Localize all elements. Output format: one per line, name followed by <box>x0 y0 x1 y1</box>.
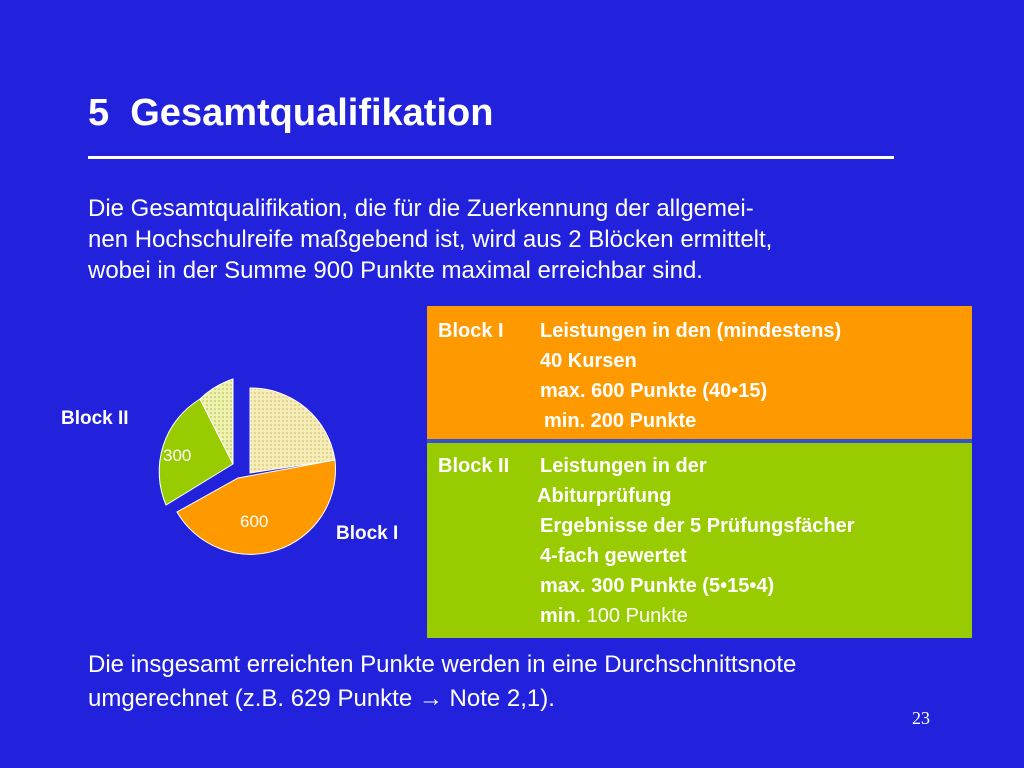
intro-line: Die Gesamtqualifikation, die für die Zuerkennung der allgemei- <box>88 195 754 222</box>
outro-line: Die insgesamt erreichten Punkte werden in eine Durchschnittsnote <box>88 651 797 678</box>
block1-line: 40 Kursen <box>540 350 637 372</box>
pie-label-block1: Block I <box>336 523 399 544</box>
outro-line: umgerechnet (z.B. 629 Punkte → Note 2,1). <box>88 685 555 712</box>
title-underline <box>88 156 894 159</box>
block1-line: Leistungen in den (mindestens) <box>540 320 842 342</box>
page-number: 23 <box>912 708 930 728</box>
block1-head: Block I <box>438 320 504 342</box>
slice-label-300: 300 <box>163 446 192 465</box>
outro-paragraph <box>88 648 968 716</box>
block1-line: max. 600 Punkte (40•15) <box>540 380 768 402</box>
block2-line: 4-fach gewertet <box>540 545 687 567</box>
pie-svg <box>130 360 360 580</box>
block1-line: min. 200 Punkte <box>544 410 697 432</box>
block2-min-rest: . 100 Punkte <box>575 605 688 627</box>
intro-line: nen Hochschulreife maßgebend ist, wird aus 2 Blöcken ermittelt, <box>88 226 773 253</box>
block2-line-min <box>438 601 972 631</box>
block2-head: Block II <box>438 455 510 477</box>
block2-line: Abiturprüfung <box>537 485 672 507</box>
slide-title: 5 Gesamtqualifikation <box>88 92 494 134</box>
block2-min-bold: min <box>540 605 576 627</box>
intro-paragraph <box>88 193 918 286</box>
block2-line: Leistungen in der <box>540 455 707 477</box>
block2-box <box>427 443 972 638</box>
pie-label-block2: Block II <box>61 408 129 429</box>
pie-slice-pale-right <box>250 388 335 473</box>
block2-line: Ergebnisse der 5 Prüfungsfächer <box>540 515 855 537</box>
block1-box <box>427 306 972 440</box>
intro-line: wobei in der Summe 900 Punkte maximal erreichbar sind. <box>88 257 703 284</box>
pie-chart <box>130 360 360 580</box>
block2-line: max. 300 Punkte (5•15•4) <box>540 575 775 597</box>
slice-label-600: 600 <box>240 512 269 531</box>
